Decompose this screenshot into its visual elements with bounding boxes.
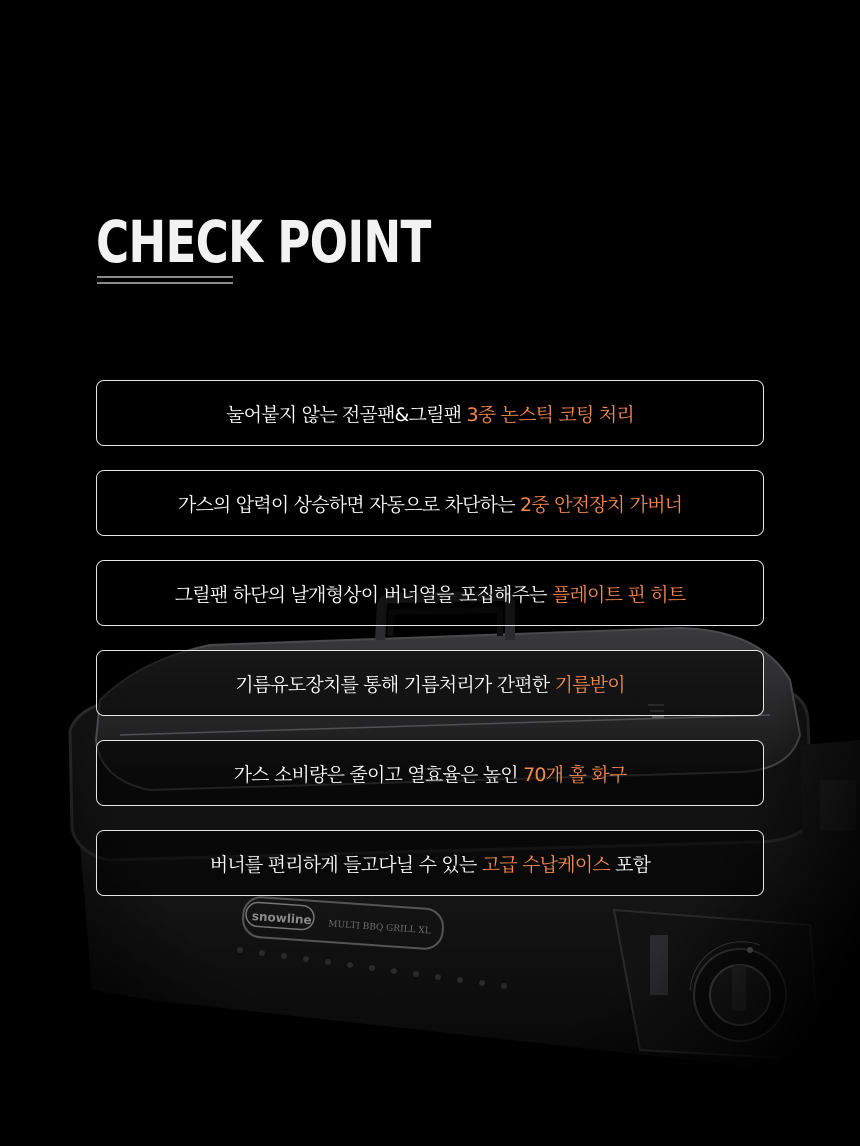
check-point-item <box>96 830 764 896</box>
page-title: CHECK POINT <box>96 208 431 276</box>
point-text: 가스 소비량은 줄이고 열효율은 높인 <box>233 763 524 786</box>
check-point-item <box>96 380 764 446</box>
point-highlight: 3중 논스틱 코팅 처리 <box>466 403 634 426</box>
point-highlight: 70개 홀 화구 <box>523 763 627 786</box>
check-point-item <box>96 650 764 716</box>
point-text: 기름유도장치를 통해 기름처리가 간편한 <box>235 673 555 696</box>
point-highlight: 기름받이 <box>554 673 625 696</box>
title-underline <box>97 276 233 284</box>
check-point-list <box>96 380 764 920</box>
check-point-item <box>96 470 764 536</box>
point-highlight: 고급 수납케이스 <box>481 853 610 876</box>
check-point-item <box>96 740 764 806</box>
point-highlight: 플레이트 핀 히트 <box>551 583 686 606</box>
point-highlight: 2중 안전장치 가버너 <box>519 493 683 516</box>
point-text: 가스의 압력이 상승하면 자동으로 차단하는 <box>177 493 520 516</box>
point-text: 눌어붙지 않는 전골팬&그릴팬 <box>226 403 467 426</box>
check-point-item <box>96 560 764 626</box>
point-text: 그릴팬 하단의 날개형상이 버너열을 포집해주는 <box>174 583 552 606</box>
point-text: 버너를 편리하게 들고다닐 수 있는 <box>209 853 482 876</box>
point-suffix: 포함 <box>609 853 651 876</box>
